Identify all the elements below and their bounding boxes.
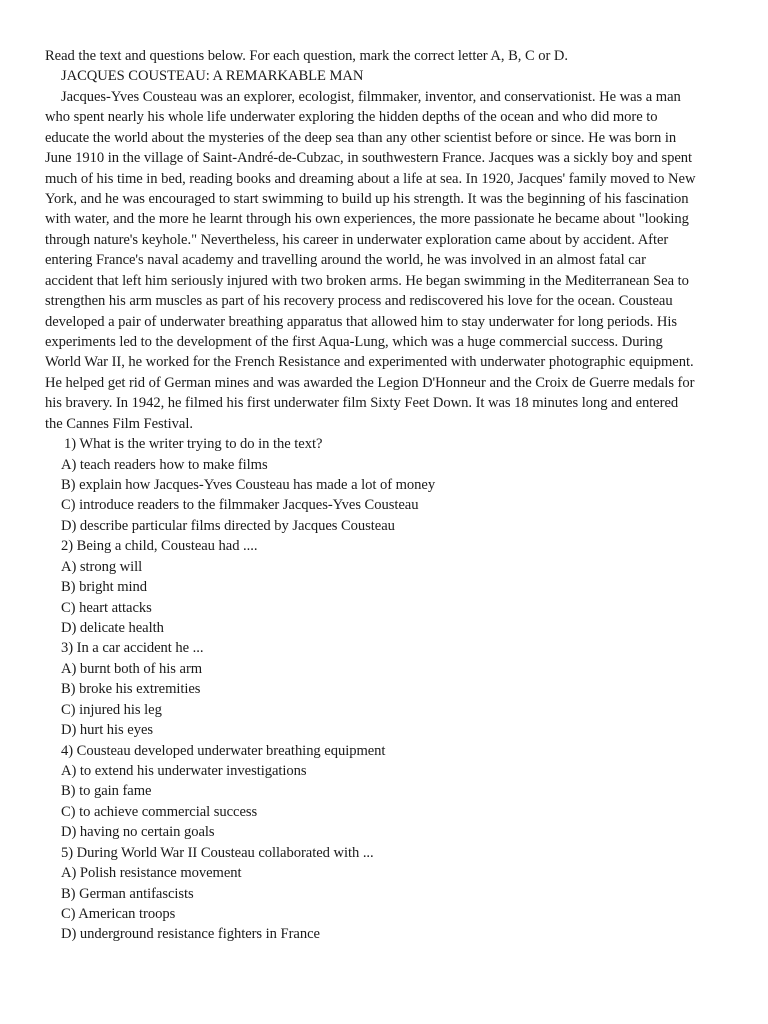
passage-line: through nature's keyhole." Nevertheless, his career in underwater exploration came about by accident. After [45,232,669,248]
passage-line: the Cannes Film Festival. [45,416,193,432]
answer-option[interactable]: D) describe particular films directed by Jacques Cousteau [61,518,395,534]
passage-line: entering France's naval academy and travelling around the world, he was involved in an almost fatal car [45,252,646,268]
answer-option[interactable]: C) introduce readers to the filmmaker Jacques-Yves Cousteau [61,497,419,513]
passage-line: accident that left him seriously injured with two broken arms. He began swimming in the Mediterranean Sea to [45,273,689,289]
question-text: 3) In a car accident he ... [61,640,204,656]
answer-option[interactable]: C) heart attacks [61,600,152,616]
answer-option[interactable]: A) Polish resistance movement [61,865,242,881]
passage-line: World War II, he worked for the French Resistance and experimented with underwater photographic equipment. [45,354,694,370]
answer-option[interactable]: D) delicate health [61,620,164,636]
question-text: 2) Being a child, Cousteau had .... [61,538,258,554]
answer-option[interactable]: B) bright mind [61,579,148,595]
question-text: 4) Cousteau developed underwater breathing equipment [61,743,386,759]
question-text: 1) What is the writer trying to do in the text? [64,436,323,452]
passage-line: much of his time in bed, reading books and dreaming about a life at sea. In 1920, Jacques' family moved to New [45,171,696,187]
answer-option[interactable]: D) hurt his eyes [61,722,154,738]
question-text: 5) During World War II Cousteau collaborated with ... [61,845,374,861]
passage-line: strengthen his arm muscles as part of his recovery process and rediscovered his love for the ocean. Cousteau [45,293,673,309]
answer-option[interactable]: A) teach readers how to make films [61,457,268,473]
passage-line: June 1910 in the village of Saint-André-de-Cubzac, in southwestern France. Jacques was a sickly boy and spent [45,150,693,166]
answer-option[interactable]: B) to gain fame [61,783,152,799]
answer-option[interactable]: B) German antifascists [61,886,194,902]
answer-option[interactable]: C) American troops [61,906,176,922]
passage-line: York, and he was encouraged to start swimming to build up his strength. It was the beginning of his fascination [45,191,689,207]
instructions: Read the text and questions below. For each question, mark the correct letter A, B, C or D. [45,48,568,64]
passage-line: developed a pair of underwater breathing apparatus that allowed him to stay underwater for long periods. His [45,314,678,330]
passage-line: He helped get rid of German mines and was awarded the Legion D'Honneur and the Croix de Guerre medals for [45,375,695,391]
answer-option[interactable]: A) strong will [61,559,143,575]
passage-line: who spent nearly his whole life underwater exploring the hidden depths of the ocean and who did more to [45,109,658,125]
answer-option[interactable]: D) having no certain goals [61,824,215,840]
passage-line: with water, and the more he learnt through his own experiences, the more passionate he became about "looking [45,211,689,227]
answer-option[interactable]: A) burnt both of his arm [61,661,203,677]
passage-line: Jacques-Yves Cousteau was an explorer, ecologist, filmmaker, inventor, and conservationist. He was a man [61,89,681,105]
passage-line: experiments led to the development of the first Aqua-Lung, which was a huge commercial success. During [45,334,663,350]
passage-line: educate the world about the mysteries of the deep sea than any other scientist before or since. He was born in [45,130,677,146]
answer-option[interactable]: C) to achieve commercial success [61,804,258,820]
answer-option[interactable]: C) injured his leg [61,702,162,718]
article-title: JACQUES COUSTEAU: A REMARKABLE MAN [61,68,364,84]
answer-option[interactable]: B) broke his extremities [61,681,201,697]
answer-option[interactable]: A) to extend his underwater investigations [61,763,307,779]
answer-option[interactable]: B) explain how Jacques-Yves Cousteau has made a lot of money [61,477,436,493]
answer-option[interactable]: D) underground resistance fighters in France [61,926,320,942]
passage-line: his bravery. In 1942, he filmed his first underwater film Sixty Feet Down. It was 18 minutes long and entered [45,395,679,411]
